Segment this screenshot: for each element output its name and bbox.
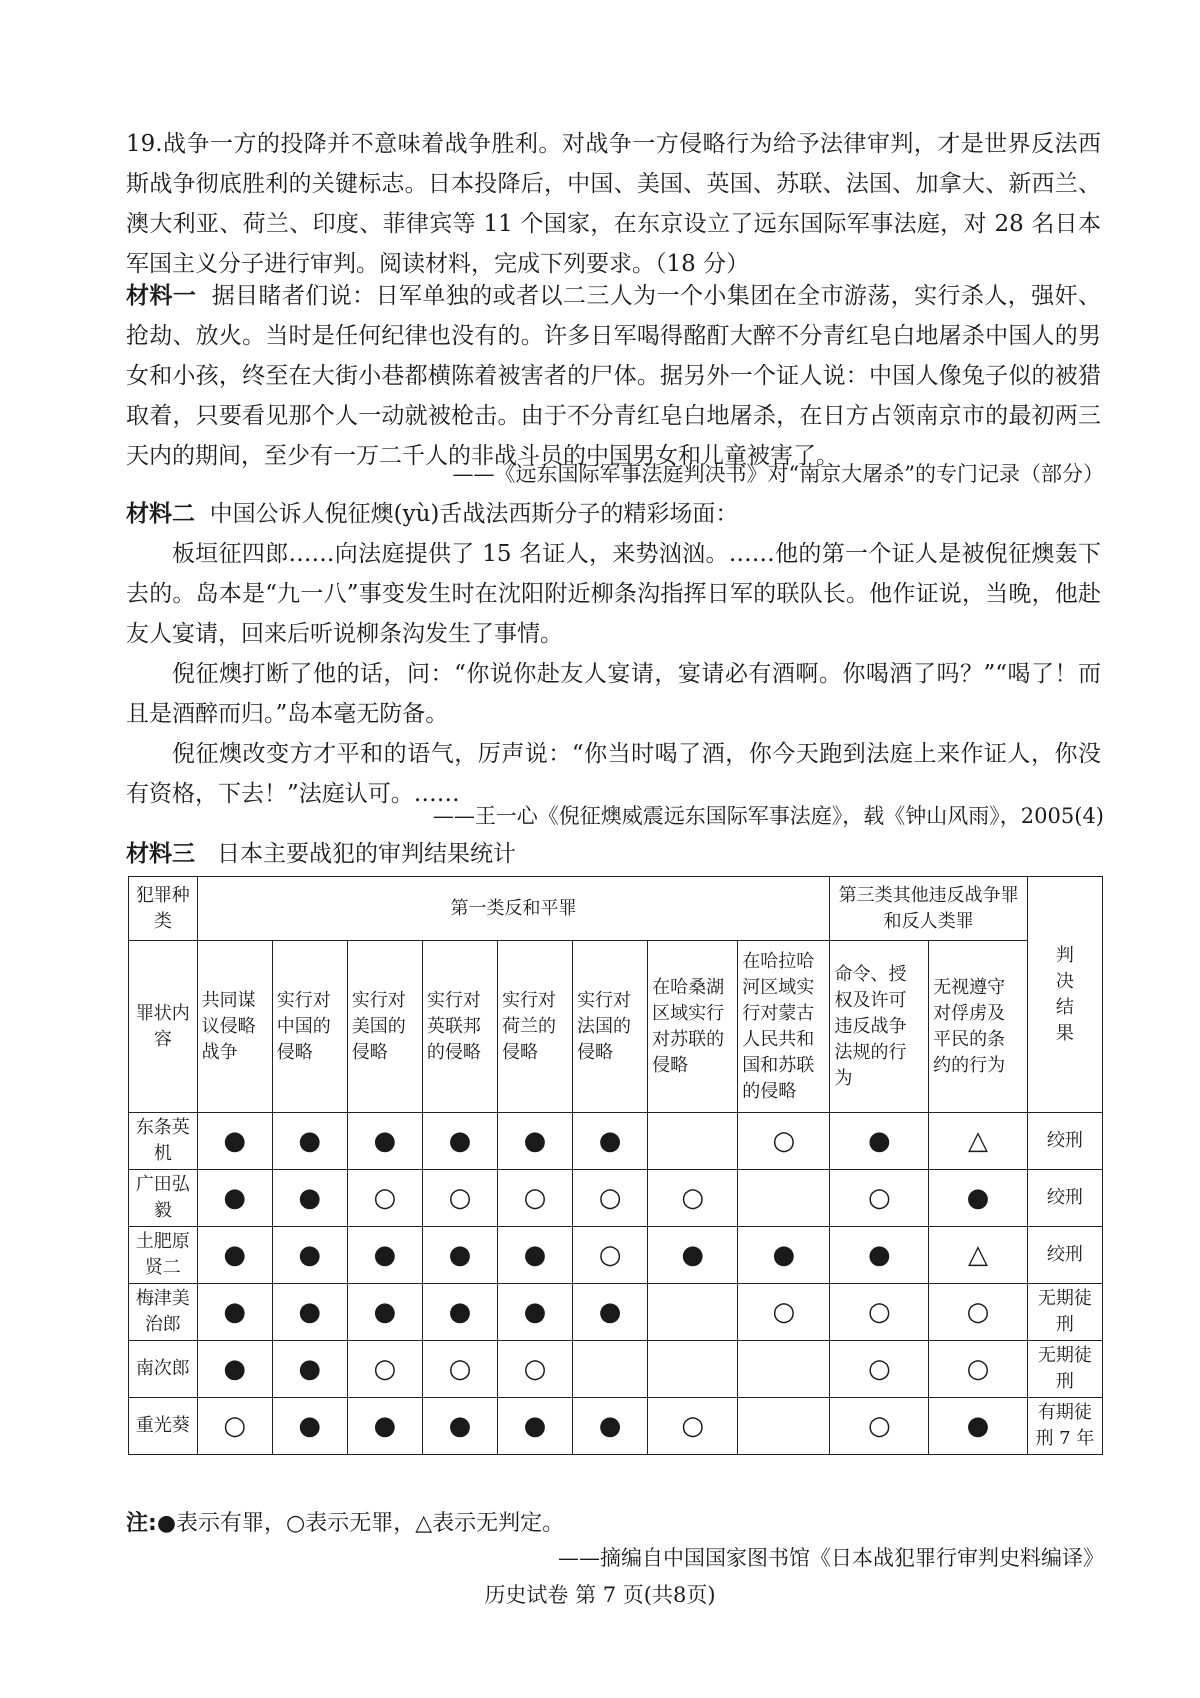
charge-column-header: 实行对法国的侵略 xyxy=(573,941,648,1113)
material-2-paragraph-3: 倪征燠改变方才平和的语气，厉声说：“你当时喝了酒，你今天跑到法庭上来作证人，你没有资格，下去！”法庭认可。…… xyxy=(126,741,1101,807)
verdict-mark: ● xyxy=(497,1227,572,1284)
verdict-mark xyxy=(573,1341,648,1398)
charge-column-header: 无视遵守对俘虏及平民的条约的行为 xyxy=(929,941,1028,1113)
verdict-mark: ● xyxy=(272,1284,347,1341)
verdict-mark: ○ xyxy=(422,1170,497,1227)
verdict-mark: ● xyxy=(497,1113,572,1170)
verdict-mark: ○ xyxy=(422,1341,497,1398)
charge-column-header: 实行对美国的侵略 xyxy=(347,941,422,1113)
defendant-name: 土肥原贤二 xyxy=(129,1227,198,1284)
verdict-mark: ● xyxy=(197,1341,272,1398)
crime-kind-header: 犯罪种类 xyxy=(129,877,198,941)
verdict-mark: ● xyxy=(272,1227,347,1284)
verdict-mark: ● xyxy=(573,1113,648,1170)
verdict-mark: ● xyxy=(197,1170,272,1227)
verdict-mark: ● xyxy=(347,1284,422,1341)
verdict-mark: ● xyxy=(573,1398,648,1455)
verdict-mark: ● xyxy=(738,1227,830,1284)
material-3-label: 材料三 xyxy=(126,841,195,867)
table-header-row-2 xyxy=(129,941,1103,1113)
verdict-mark: ● xyxy=(422,1227,497,1284)
table-row xyxy=(129,1398,1103,1455)
sentence: 绞刑 xyxy=(1027,1170,1102,1227)
verdict-mark xyxy=(648,1341,738,1398)
material-3-title: 日本主要战犯的审判结果统计 xyxy=(216,841,516,867)
verdict-mark xyxy=(738,1341,830,1398)
material-2-intro: 中国公诉人倪征燠(yù)舌战法西斯分子的精彩场面： xyxy=(209,501,739,527)
defendant-name: 梅津美治郎 xyxy=(129,1284,198,1341)
defendant-name: 东条英机 xyxy=(129,1113,198,1170)
material-3-source: ——摘编自中国国家图书馆《日本战犯罪行审判史料编译》 xyxy=(558,1546,1104,1570)
sentence: 无期徒刑 xyxy=(1027,1341,1102,1398)
verdict-mark: ○ xyxy=(648,1170,738,1227)
verdict-mark: ● xyxy=(197,1284,272,1341)
defendant-name: 南次郎 xyxy=(129,1341,198,1398)
note-label: 注: xyxy=(126,1511,157,1536)
verdict-mark: ● xyxy=(497,1284,572,1341)
material-2 xyxy=(126,494,1101,814)
charge-column-header: 在哈桑湖区域实行对苏联的侵略 xyxy=(648,941,738,1113)
verdict-mark: ○ xyxy=(830,1170,929,1227)
note-text: ●表示有罪，○表示无罪，△表示无判定。 xyxy=(156,1511,565,1536)
material-2-label: 材料二 xyxy=(126,501,195,527)
table-row xyxy=(129,1113,1103,1170)
verdict-mark: ● xyxy=(197,1113,272,1170)
verdict-mark: ○ xyxy=(347,1170,422,1227)
defendant-name: 重光葵 xyxy=(129,1398,198,1455)
verdict-mark xyxy=(648,1284,738,1341)
verdict-mark xyxy=(738,1170,830,1227)
verdict-mark: ● xyxy=(272,1341,347,1398)
charge-column-header: 在哈拉哈河区域实行对蒙古人民共和国和苏联的侵略 xyxy=(738,941,830,1113)
material-1-source: ——《远东国际军事法庭判决书》对“南京大屠杀”的专门记录（部分） xyxy=(452,462,1104,486)
material-1-label: 材料一 xyxy=(126,283,197,309)
question-19 xyxy=(126,124,1101,284)
verdict-mark: ○ xyxy=(347,1341,422,1398)
verdict-mark: ● xyxy=(422,1113,497,1170)
material-2-paragraph-2: 倪征燠打断了他的话，问：“你说你赴友人宴请，宴请必有酒啊。你喝酒了吗？”“喝了！而且是酒醉而归。”岛本毫无防备。 xyxy=(126,661,1101,727)
verdict-mark: ● xyxy=(347,1227,422,1284)
verdict-rows xyxy=(129,1113,1103,1455)
material-2-paragraph-1: 板垣征四郎……向法庭提供了 15 名证人，来势汹汹。……他的第一个证人是被倪征燠轰下去的。岛本是“九一八”事变发生时在沈阳附近柳条沟指挥日军的联队长。他作证说，当晚，他赴友人宴请，回来后听说柳条沟发生了事情。 xyxy=(126,541,1101,647)
charge-column-header: 实行对英联邦的侵略 xyxy=(422,941,497,1113)
verdict-mark: ● xyxy=(573,1284,648,1341)
sentence: 无期徒刑 xyxy=(1027,1284,1102,1341)
class-3-header: 第三类其他违反战争罪和反人类罪 xyxy=(830,877,1027,941)
material-1-text: 据目睹者们说：日军单独的或者以二三人为一个小集团在全市游荡，实行杀人，强奸、抢劫、放火。当时是任何纪律也没有的。许多日军喝得酩酊大醉不分青红皂白地屠杀中国人的男女和小孩，终至在大街小巷都横陈着被害者的尸体。据另外一个证人说：中国人像兔子似的被猎取着，只要看见那个人一动就被枪击。由于不分青红皂白地屠杀，在日方占领南京市的最初两三天内的期间，至少有一万二千人的非战斗员的中国男女和儿童被害了。 xyxy=(126,283,1102,469)
charge-column-header: 共同谋议侵略战争 xyxy=(197,941,272,1113)
verdict-mark: ○ xyxy=(573,1227,648,1284)
page-footer: 历史试卷 第 7 页(共8页) xyxy=(484,1583,716,1607)
charge-content-header: 罪状内容 xyxy=(129,941,198,1113)
material-3-heading xyxy=(126,836,516,872)
table-row xyxy=(129,1284,1103,1341)
war-criminal-verdict-table xyxy=(128,876,1103,1455)
verdict-mark: ● xyxy=(422,1398,497,1455)
verdict-header: 判决结果 xyxy=(1027,877,1102,1113)
verdict-mark: ○ xyxy=(929,1284,1028,1341)
verdict-mark: ● xyxy=(197,1227,272,1284)
question-text: 战争一方的投降并不意味着战争胜利。对战争一方侵略行为给予法律审判，才是世界反法西斯战争彻底胜利的关键标志。日本投降后，中国、美国、英国、苏联、法国、加拿大、新西兰、澳大利亚、荷兰、印度、菲律宾等 11 个国家，在东京设立了远东国际军事法庭，对 28 名日本军国主义分子进行审判。阅读材料，完成下列要求。（18 分） xyxy=(126,131,1101,277)
charge-column-header: 命令、授权及许可违反战争法规的行为 xyxy=(830,941,929,1113)
verdict-mark: ○ xyxy=(573,1170,648,1227)
sentence: 绞刑 xyxy=(1027,1227,1102,1284)
charge-column-header: 实行对荷兰的侵略 xyxy=(497,941,572,1113)
charge-column-header: 实行对中国的侵略 xyxy=(272,941,347,1113)
verdict-mark: ● xyxy=(347,1398,422,1455)
verdict-mark: ○ xyxy=(497,1170,572,1227)
question-number: 19. xyxy=(126,131,163,157)
table-header-row-1 xyxy=(129,877,1103,941)
defendant-name: 广田弘毅 xyxy=(129,1170,198,1227)
verdict-mark: ● xyxy=(347,1113,422,1170)
verdict-mark: ○ xyxy=(648,1398,738,1455)
verdict-mark: ● xyxy=(929,1170,1028,1227)
verdict-mark: ○ xyxy=(929,1341,1028,1398)
verdict-mark xyxy=(738,1398,830,1455)
sentence: 有期徒刑 7 年 xyxy=(1027,1398,1102,1455)
verdict-mark: ○ xyxy=(197,1398,272,1455)
verdict-mark: ● xyxy=(272,1170,347,1227)
verdict-mark: ○ xyxy=(830,1284,929,1341)
verdict-mark: ● xyxy=(648,1227,738,1284)
verdict-mark: ○ xyxy=(738,1113,830,1170)
verdict-mark: ○ xyxy=(497,1341,572,1398)
material-1 xyxy=(126,276,1101,476)
class-1-header: 第一类反和平罪 xyxy=(197,877,830,941)
verdict-mark: ○ xyxy=(830,1341,929,1398)
table-row xyxy=(129,1341,1103,1398)
verdict-mark: ● xyxy=(830,1227,929,1284)
verdict-mark: △ xyxy=(929,1113,1028,1170)
sentence: 绞刑 xyxy=(1027,1113,1102,1170)
verdict-mark: ● xyxy=(422,1284,497,1341)
material-2-source: ——王一心《倪征燠威震远东国际军事法庭》，载《钟山风雨》，2005(4) xyxy=(432,804,1104,828)
table-row xyxy=(129,1170,1103,1227)
verdict-mark xyxy=(648,1113,738,1170)
verdict-mark: △ xyxy=(929,1227,1028,1284)
table-row xyxy=(129,1227,1103,1284)
table-note xyxy=(126,1508,564,1540)
verdict-mark: ● xyxy=(272,1113,347,1170)
verdict-mark: ● xyxy=(272,1398,347,1455)
verdict-mark: ● xyxy=(497,1398,572,1455)
verdict-mark: ○ xyxy=(738,1284,830,1341)
verdict-mark: ○ xyxy=(830,1398,929,1455)
verdict-mark: ● xyxy=(929,1398,1028,1455)
verdict-mark: ● xyxy=(830,1113,929,1170)
